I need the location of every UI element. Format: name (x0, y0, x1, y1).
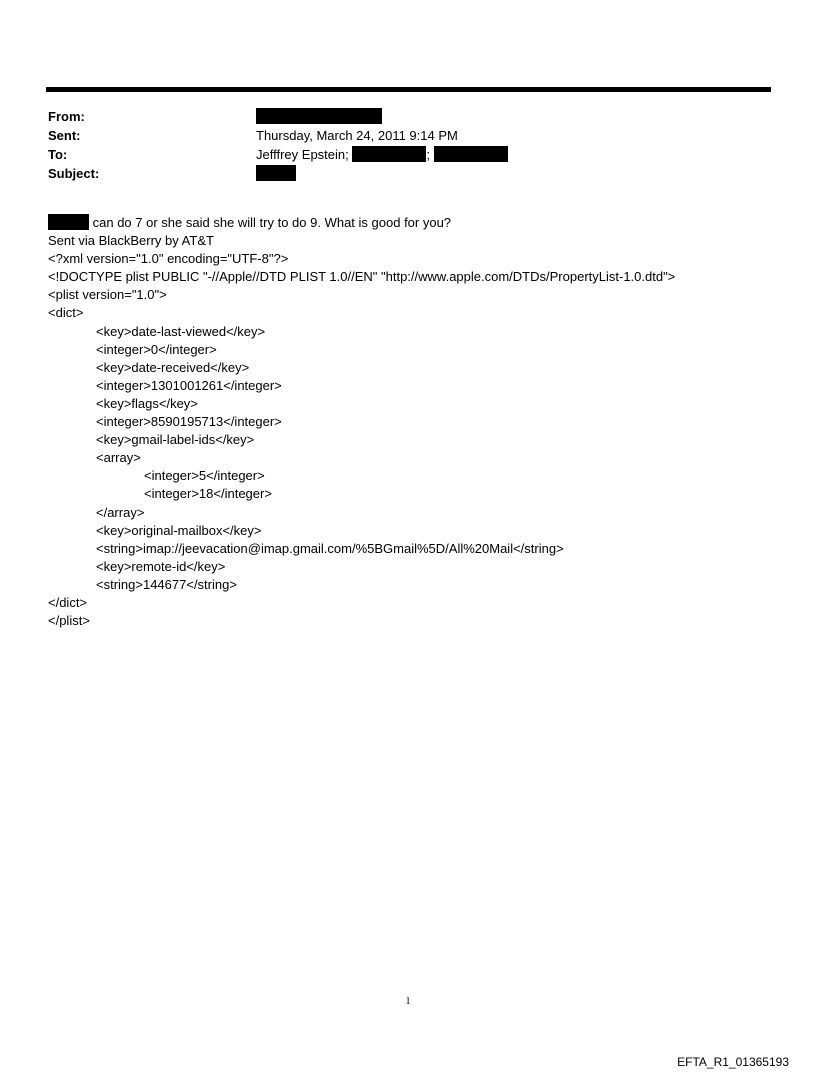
signature-line: Sent via BlackBerry by AT&T (48, 233, 214, 249)
redaction-box (48, 214, 89, 230)
plist-line: <array> (96, 450, 141, 466)
plist-line: <key>date-last-viewed</key> (96, 323, 266, 339)
subject-value (256, 164, 296, 183)
header-rule (46, 87, 771, 92)
plist-line: <integer>5</integer> (144, 468, 265, 484)
plist-line: <?xml version="1.0" encoding="UTF-8"?> (48, 251, 289, 267)
to-recipient: Jefffrey Epstein; (256, 147, 349, 162)
redaction-box (256, 165, 296, 181)
plist-line: <key>gmail-label-ids</key> (96, 432, 255, 448)
plist-line: <string>144677</string> (96, 576, 237, 592)
plist-line: <key>date-received</key> (96, 359, 250, 375)
email-body (48, 214, 675, 630)
plist-line: </dict> (48, 594, 88, 610)
plist-line: <key>original-mailbox</key> (96, 522, 262, 538)
redaction-box (434, 146, 508, 162)
plist-line: <integer>0</integer> (96, 341, 217, 357)
plist-line: <plist version="1.0"> (48, 287, 167, 303)
redaction-box (256, 108, 382, 124)
plist-line: <!DOCTYPE plist PUBLIC "-//Apple//DTD PLIST 1.0//EN" "http://www.apple.com/DTDs/PropertyList-1.0.dtd"> (48, 269, 676, 285)
from-value (256, 107, 382, 126)
plist-line: <key>flags</key> (96, 395, 198, 411)
to-separator: ; (426, 147, 430, 162)
to-value (256, 145, 508, 164)
from-label: From: (48, 109, 85, 124)
plist-line: </array> (96, 504, 145, 520)
document-id: EFTA_R1_01365193 (677, 1055, 789, 1069)
plist-line: <integer>1301001261</integer> (96, 377, 282, 393)
plist-line: <integer>8590195713</integer> (96, 414, 282, 430)
subject-label: Subject: (48, 166, 100, 181)
plist-line: <string>imap://jeevacation@imap.gmail.com/%5BGmail%5D/All%20Mail</string> (96, 540, 564, 556)
message-line: can do 7 or she said she will try to do 9. What is good for you? (48, 214, 675, 232)
plist-line: <dict> (48, 305, 84, 321)
sent-label: Sent: (48, 128, 81, 143)
plist-line: <integer>18</integer> (144, 486, 272, 502)
plist-line: </plist> (48, 613, 90, 629)
plist-line: <key>remote-id</key> (96, 558, 226, 574)
sent-value: Thursday, March 24, 2011 9:14 PM (256, 128, 458, 143)
redaction-box (352, 146, 426, 162)
page-number: 1 (405, 996, 411, 1007)
to-label: To: (48, 147, 68, 162)
